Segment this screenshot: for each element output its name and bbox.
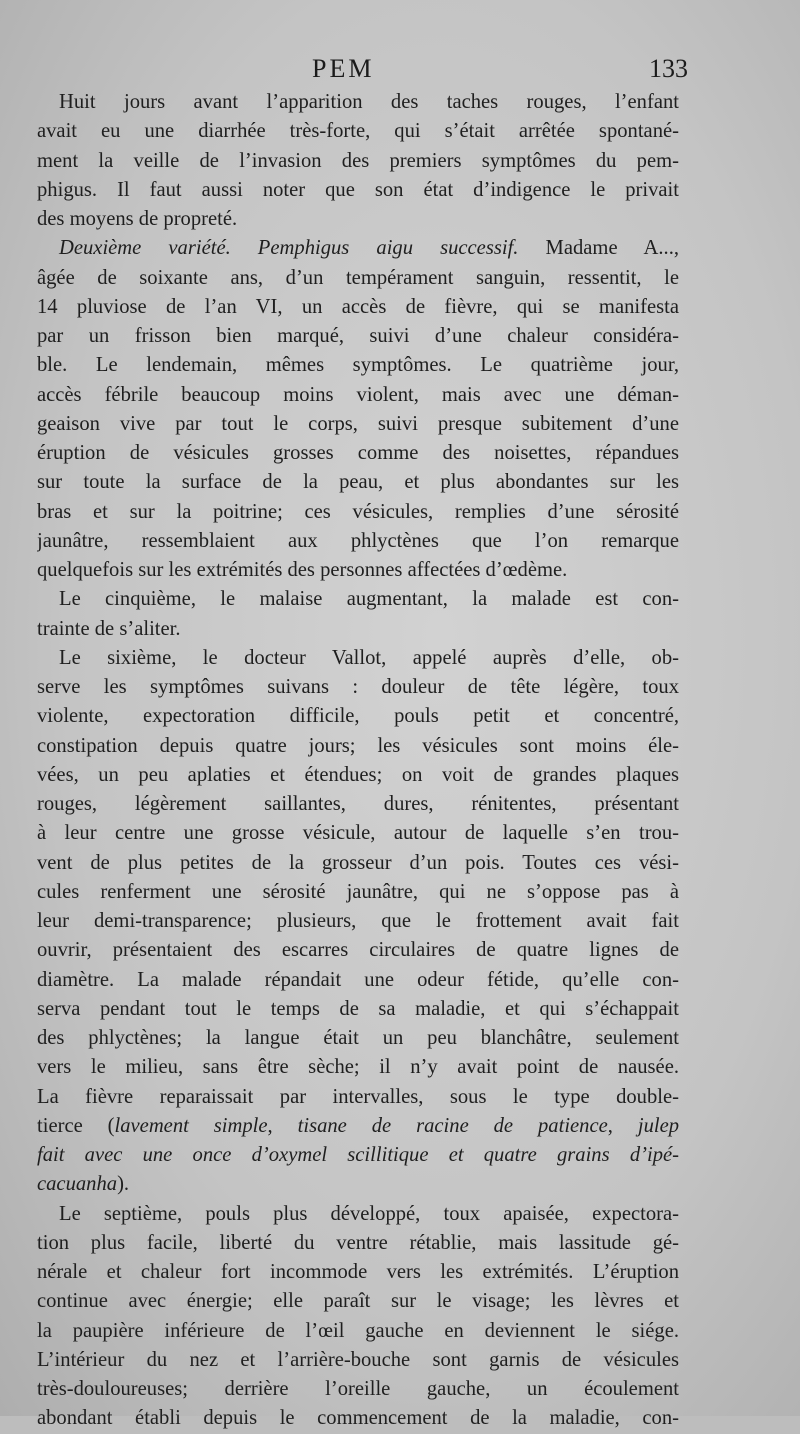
- text-line: [37, 293, 679, 322]
- text-line: [37, 1346, 679, 1375]
- text-run: ment la veille de l’invasion des premiers symptômes du pem-: [37, 149, 679, 172]
- text-line: [37, 381, 679, 410]
- text-line: [37, 1229, 679, 1258]
- text-run: L’intérieur du nez et l’arrière-bouche sont garnis de vésicules: [37, 1348, 679, 1371]
- text-line: [37, 966, 679, 995]
- text-run: violente, expectoration difficile, pouls petit et concentré,: [37, 705, 679, 728]
- text-run: trainte de s’aliter.: [37, 617, 181, 640]
- text-run: ouvrir, présentaient des escarres circulaires de quatre lignes de: [37, 939, 679, 962]
- text-line: [37, 790, 679, 819]
- text-line: [37, 527, 679, 556]
- text-line: [37, 907, 679, 936]
- text-run: à leur centre une grosse vésicule, autour de laquelle s’en trou-: [37, 822, 679, 845]
- text-line: [37, 615, 679, 644]
- text-line: [37, 936, 679, 965]
- text-run: nérale et chaleur fort incommode vers les extrémités. L’éruption: [37, 1261, 679, 1283]
- text-run: tion plus facile, liberté du ventre rétablie, mais lassitude gé-: [37, 1231, 679, 1254]
- text-run: Le sixième, le docteur Vallot, appelé auprès d’elle, ob-: [59, 646, 679, 669]
- text-line: [37, 673, 679, 702]
- italic-text: tisane de racine de patience: [297, 1114, 608, 1137]
- text-run: leur demi-transparence; plusieurs, que le frottement avait fait: [37, 910, 679, 932]
- italic-text: cacuanha: [37, 1173, 118, 1196]
- text-line: [37, 1317, 679, 1346]
- text-line: [37, 205, 679, 234]
- page-header: [0, 54, 800, 84]
- text-line: [37, 1375, 679, 1404]
- text-line: [37, 468, 679, 497]
- text-line: [37, 878, 679, 907]
- text-line: [37, 176, 679, 205]
- text-line: [37, 1170, 679, 1199]
- text-run: phigus. Il faut aussi noter que son état d’indigence le privait: [37, 178, 679, 201]
- text-run: rouges, légèrement saillantes, dures, rénitentes, présentant: [37, 793, 679, 815]
- text-run: Le septième, pouls plus développé, toux apaisée, expectora-: [59, 1202, 679, 1225]
- text-run: serve les symptômes suivans : douleur de tête légère, toux: [37, 676, 679, 698]
- italic-text: fait avec une once d’oxymel scillitique et quatre grains d’ipé-: [37, 1144, 679, 1166]
- text-line: [37, 761, 679, 790]
- text-run: Le cinquième, le malaise augmentant, la malade est con-: [59, 588, 679, 611]
- text-line: [37, 644, 679, 673]
- text-line: [37, 995, 679, 1024]
- running-head: PEM: [312, 54, 375, 83]
- text-run: avait eu une diarrhée très-forte, qui s’était arrêtée spontané-: [37, 120, 679, 143]
- text-run: cules renferment une sérosité jaunâtre, qui ne s’oppose pas à: [37, 880, 679, 903]
- text-run: diamètre. La malade répandait une odeur fétide, qu’elle con-: [37, 968, 679, 991]
- text-run: ble. Le lendemain, mêmes symptômes. Le quatrième jour,: [37, 354, 679, 377]
- text-run: vées, un peu aplaties et étendues; on voit de grandes plaques: [37, 763, 679, 786]
- text-line: [37, 147, 679, 176]
- text-line: [37, 1053, 679, 1082]
- text-line: [37, 234, 679, 263]
- text-run: jaunâtre, ressemblaient aux phlyctènes que l’on remarque: [37, 529, 679, 552]
- text-run: 14 pluviose de l’an VI, un accès de fièvre, qui se manifesta: [37, 295, 679, 318]
- text-run: sur toute la surface de la peau, et plus abondantes sur les: [37, 471, 679, 494]
- text-run: tierce (: [37, 1114, 115, 1137]
- text-run: Madame A...,: [518, 237, 679, 260]
- text-run: geaison vive par tout le corps, suivi presque subitement d’une: [37, 412, 679, 435]
- text-run: âgée de soixante ans, d’un tempérament sanguin, ressentit, le: [37, 266, 679, 289]
- text-run: ,: [607, 1114, 638, 1137]
- text-line: [37, 732, 679, 761]
- text-line: [37, 1141, 679, 1170]
- text-run: vent de plus petites de la grosseur d’un pois. Toutes ces vési-: [37, 851, 679, 874]
- text-line: [37, 1287, 679, 1316]
- text-line: [37, 1083, 679, 1112]
- text-run: des moyens de propreté.: [37, 208, 238, 230]
- text-line: [37, 1200, 679, 1229]
- text-run: abondant établi depuis le commencement de la maladie, con-: [37, 1407, 679, 1430]
- text-line: [37, 1112, 679, 1141]
- text-line: [37, 117, 679, 146]
- text-line: [37, 1258, 679, 1287]
- text-line: [37, 702, 679, 731]
- text-run: bras et sur la poitrine; ces vésicules, remplies d’une sérosité: [37, 500, 679, 523]
- text-run: accès fébrile beaucoup moins violent, mais avec une déman-: [37, 383, 679, 406]
- text-line: [37, 556, 679, 585]
- text-run: Huit jours avant l’apparition des taches rouges, l’enfant: [59, 91, 679, 113]
- text-line: [37, 264, 679, 293]
- page-number: 133: [649, 54, 688, 83]
- text-run: quelquefois sur les extrémités des personnes affectées d’œdème.: [37, 559, 568, 581]
- text-run: la paupière inférieure de l’œil gauche en deviennent le siége.: [37, 1319, 679, 1342]
- text-line: [37, 88, 679, 117]
- text-line: [37, 410, 679, 439]
- text-line: [37, 439, 679, 468]
- text-line: [37, 585, 679, 614]
- text-run: des phlyctènes; la langue était un peu blanchâtre, seulement: [37, 1027, 679, 1049]
- text-line: [37, 498, 679, 527]
- text-run: constipation depuis quatre jours; les vésicules sont moins éle-: [37, 734, 679, 757]
- italic-text: lavement simple: [114, 1114, 268, 1137]
- text-line: [37, 351, 679, 380]
- italic-text: Deuxième variété. Pemphigus aigu successif.: [59, 237, 519, 260]
- text-line: [37, 1404, 679, 1433]
- text-run: La fièvre reparaissait par intervalles, sous le type double-: [37, 1085, 679, 1108]
- text-run: vers le milieu, sans être sèche; il n’y avait point de nausée.: [37, 1056, 679, 1079]
- italic-text: julep: [637, 1114, 679, 1137]
- text-run: continue avec énergie; elle paraît sur le visage; les lèvres et: [37, 1290, 679, 1313]
- text-run: par un frisson bien marqué, suivi d’une chaleur considéra-: [37, 325, 679, 347]
- text-line: [37, 819, 679, 848]
- body-text: [37, 88, 679, 1434]
- text-run: ).: [117, 1173, 130, 1196]
- text-run: ,: [267, 1114, 298, 1137]
- text-line: [37, 849, 679, 878]
- text-line: [37, 1024, 679, 1053]
- text-line: [37, 322, 679, 351]
- text-run: serva pendant tout le temps de sa maladie, et qui s’échappait: [37, 997, 679, 1020]
- text-run: très-douloureuses; derrière l’oreille gauche, un écoulement: [37, 1378, 679, 1400]
- text-run: éruption de vésicules grosses comme des noisettes, répandues: [37, 442, 679, 464]
